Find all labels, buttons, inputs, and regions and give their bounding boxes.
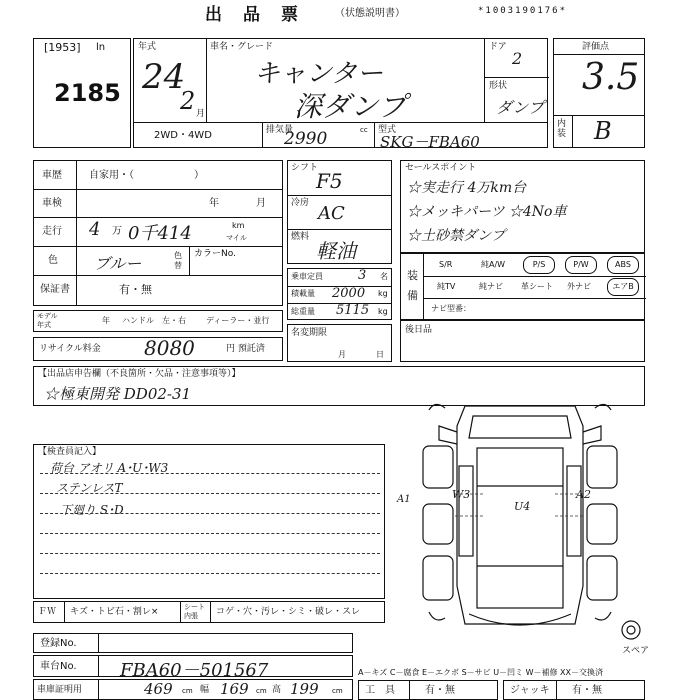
gross-unit: kg <box>378 307 388 316</box>
declaration-label: 【出品店申告欄（不良箇所・欠品・注意事項等）】 <box>38 369 241 379</box>
sales-point-1: ☆実走行 4万km台 <box>407 180 527 196</box>
mileage-label: 走行 <box>42 226 62 237</box>
lot-number: 2185 <box>54 79 121 107</box>
aircon-label: 冷房 <box>291 198 310 208</box>
doors-value: 2 <box>512 49 523 68</box>
shift-label: シフト <box>291 163 319 173</box>
inspector-box <box>33 444 385 599</box>
model-label: 車名・グレード <box>210 42 274 52</box>
barcode-number: *1003190176* <box>478 6 568 16</box>
inputs-box <box>400 320 645 362</box>
tools-row <box>358 680 498 700</box>
color-label: 色 <box>48 255 58 266</box>
chassis-value: FBA60－501567 <box>120 660 269 681</box>
mileage-unit-km: km <box>232 221 245 230</box>
detail-table <box>33 160 283 306</box>
fw-label: ＦＷ <box>38 607 57 617</box>
lot-box <box>33 38 131 148</box>
load-value: 2000 <box>332 286 366 301</box>
equip-pw: P/W <box>565 256 597 274</box>
shape-value: ダンプ <box>496 98 545 117</box>
mileage-unit-mile: マイル <box>226 234 247 242</box>
sales-points-label: セールスポイント <box>405 163 477 173</box>
model-grade: 深ダンプ <box>294 90 407 123</box>
jack-value: 有・無 <box>572 685 602 696</box>
fw-options: キズ・トビ石・割レ× <box>70 607 159 617</box>
fuel-label: 燃料 <box>291 232 310 242</box>
cert-height: 199 <box>290 680 319 698</box>
year-value: 24 <box>142 57 186 97</box>
jack-label: ジャッキ <box>510 685 550 696</box>
equip-pure-tv: 純TV <box>437 282 456 291</box>
inputs-label: 後日品 <box>405 325 433 335</box>
form-subtitle: （状態説明書） <box>335 8 405 19</box>
mark-w3: W3 <box>452 488 471 501</box>
equipment-label: 装備 <box>407 269 418 302</box>
color-value: ブルー <box>94 254 142 273</box>
aircon-value: AC <box>318 203 345 224</box>
doors-label: ドア <box>489 42 507 52</box>
declaration-text: ☆極東開発 DD02-31 <box>44 385 192 403</box>
sales-points-box <box>400 160 645 253</box>
mark-u4: U4 <box>514 500 531 513</box>
model-code-value: SKG－FBA60 <box>380 133 480 151</box>
inspection-label: 車検 <box>42 198 62 209</box>
equip-ps: P/S <box>523 256 555 274</box>
reg-change-box <box>287 324 392 362</box>
displacement-label: 排気量 <box>266 125 294 135</box>
warranty-value: 有・無 <box>119 283 152 296</box>
color-change-label: 色替 <box>174 251 182 270</box>
interior-value: B <box>594 117 612 145</box>
model-year-handle: ハンドル 左・右 <box>122 316 186 325</box>
mileage-rest: 0千414 <box>128 223 192 244</box>
tools-label: 工 具 <box>365 685 395 696</box>
model-code-label: 型式 <box>378 125 397 135</box>
load-unit: kg <box>378 289 388 298</box>
equip-ext-navi: 外ナビ <box>567 282 591 291</box>
cert-row <box>33 679 353 700</box>
year-label: 年式 <box>138 42 157 52</box>
cert-height-unit: cm <box>332 687 343 695</box>
shape-label: 形状 <box>489 81 508 91</box>
interior-label: 内装 <box>557 119 567 139</box>
navi-model-label: ナビ型番： <box>431 304 471 313</box>
rating-label: 評価点 <box>582 42 610 52</box>
history-value: 自家用・（ ） <box>89 170 204 181</box>
spare-label: スペア <box>622 646 650 656</box>
inspector-line-3: 下廻り S･D <box>60 503 124 517</box>
recycle-value: 8080 <box>144 336 195 360</box>
cert-width-label: 幅 <box>200 685 210 695</box>
equip-sr: S/R <box>439 260 453 269</box>
rating-value: 3.5 <box>582 57 640 98</box>
color-no-label: カラーNo. <box>194 249 236 259</box>
drive-label: 2WD・4WD <box>154 130 212 141</box>
mileage-man-unit: 万 <box>112 226 122 237</box>
damage-legend: A－キズ C－腐食 E－エクボ S－サビ U－凹ミ W－補修 XX－交換済 <box>358 668 604 677</box>
registration-label: 登録No. <box>40 638 77 649</box>
reg-change-label: 名変期限 <box>291 328 328 338</box>
registration-row <box>33 633 353 653</box>
equipment-box <box>400 253 645 320</box>
mark-a1: A1 <box>397 494 411 505</box>
inspector-label: 【検査員記入】 <box>38 447 102 457</box>
fw-row <box>33 601 385 623</box>
vehicle-diagram <box>395 386 645 646</box>
equip-abs: ABS <box>607 256 639 274</box>
lot-code: [1953] <box>44 41 81 54</box>
load-label: 積載量 <box>291 289 315 298</box>
lot-code-suffix: ln <box>96 42 106 53</box>
cert-length: 469 <box>144 680 173 698</box>
inspection-month-unit: 月 <box>256 198 266 209</box>
capacity-value: 3 <box>358 268 367 283</box>
reg-change-month: 月 <box>338 350 346 359</box>
rating-box <box>553 38 645 148</box>
cert-width-unit: cm <box>256 687 267 695</box>
displacement-unit: cc <box>360 126 368 134</box>
jack-row <box>503 680 645 700</box>
shift-value: F5 <box>316 169 343 193</box>
sales-point-3: ☆土砂禁ダンプ <box>407 228 506 244</box>
inspector-line-1: 荷台 アオリ A･U･W3 <box>50 461 169 475</box>
chassis-label: 車台No. <box>40 661 77 672</box>
equip-airbag: エアB <box>607 278 639 296</box>
capacity-unit: 名 <box>380 272 388 281</box>
model-year-year: 年 <box>102 316 110 325</box>
inspector-line-2: ステンレスT <box>56 481 123 495</box>
warranty-label: 保証書 <box>40 284 70 295</box>
equip-pure-navi: 純ナビ <box>479 282 503 291</box>
recycle-unit: 円 預託済 <box>226 344 265 354</box>
model-year-row <box>33 310 283 332</box>
inspection-year-unit: 年 <box>209 198 219 209</box>
model-name: キャンター <box>254 59 383 89</box>
recycle-row <box>33 337 283 361</box>
capacity-label: 乗車定員 <box>291 272 323 281</box>
chassis-row <box>33 655 353 681</box>
cert-width: 169 <box>220 680 249 698</box>
month-unit: 月 <box>196 109 206 119</box>
mark-a2: A2 <box>576 488 591 501</box>
seat-options: コゲ・穴・汚レ・シミ・破レ・スレ <box>216 607 361 617</box>
sales-point-2: ☆メッキパーツ ☆4No車 <box>407 204 567 220</box>
history-label: 車歴 <box>42 170 62 181</box>
recycle-label: リサイクル料金 <box>39 344 101 354</box>
weight-box <box>287 268 392 320</box>
month-value: 2 <box>180 87 196 115</box>
cert-height-label: 高 <box>272 685 282 695</box>
cert-length-unit: cm <box>182 687 193 695</box>
cert-label: 車庫証明用 <box>37 685 83 695</box>
equip-leather: 革シート <box>521 282 553 291</box>
gross-value: 5115 <box>336 303 370 318</box>
reg-change-day: 日 <box>376 350 384 359</box>
model-year-label: モデル年式 <box>37 312 58 329</box>
mileage-man: 4 <box>89 219 101 240</box>
seat-label: シート内張 <box>184 603 205 620</box>
form-title: 出 品 票 <box>205 5 300 25</box>
model-year-dealer: ディーラー・並行 <box>206 316 270 325</box>
displacement-value: 2990 <box>284 129 328 149</box>
gross-label: 総重量 <box>291 307 315 316</box>
equip-pure-aw: 純A/W <box>481 260 506 269</box>
spec-box <box>287 160 392 264</box>
fuel-value: 軽油 <box>316 239 356 263</box>
tools-value: 有・無 <box>425 685 455 696</box>
vehicle-info-box <box>133 38 548 151</box>
